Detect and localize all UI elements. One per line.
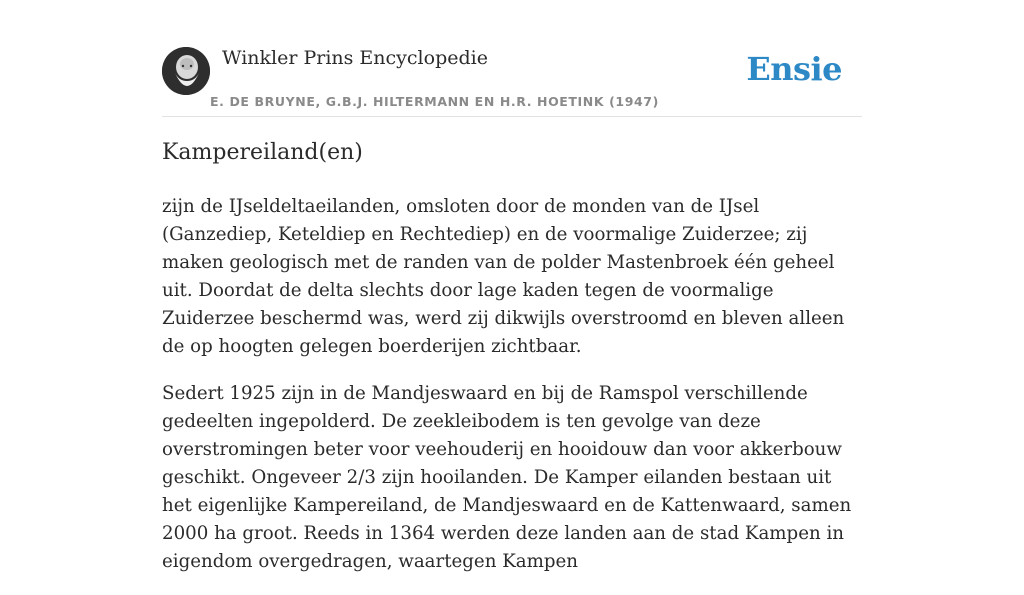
- author-portrait-icon: [162, 47, 210, 95]
- publication-authors: E. DE BRUYNE, G.B.J. HILTERMANN EN H.R. HOETINK (1947): [210, 94, 659, 109]
- site-header: [162, 44, 862, 117]
- article-body: [162, 193, 864, 595]
- article-paragraph: zijn de IJseldeltaeilanden, omsloten door de monden van de IJsel (Ganzediep, Keteldiep en Rechtediep) en de voormalige Zuiderzee; zij maken geologisch met de randen van de polder Mastenbroek één geheel uit. Doordat de delta slechts door lage kaden tegen de voormalige Zuiderzee beschermd was, werd zij dikwijls overstroomd en bleven alleen de op hoogten gelegen boerderijen zichtbaar.: [162, 196, 845, 357]
- article-title: Kampereiland(en): [162, 140, 363, 165]
- publication-title[interactable]: Winkler Prins Encyclopedie: [222, 47, 488, 69]
- article-paragraph: Sedert 1925 zijn in de Mandjeswaard en bij de Ramspol verschillende gedeelten ingepolderd. De zeekleibodem is ten gevolge van deze overstromingen beter voor veehouderij en hooidouw dan voor akkerbouw geschikt. Ongeveer 2/3 zijn hooilanden. De Kamper eilanden bestaan uit het eigenlijke Kampereiland, de Mandjeswaard en de Kattenwaard, samen 2000 ha groot. Reeds in 1364 werden deze landen aan de stad Kampen in eigendom overgedragen, waartegen Kampen: [162, 383, 852, 572]
- ensie-logo[interactable]: Ensie: [746, 50, 842, 88]
